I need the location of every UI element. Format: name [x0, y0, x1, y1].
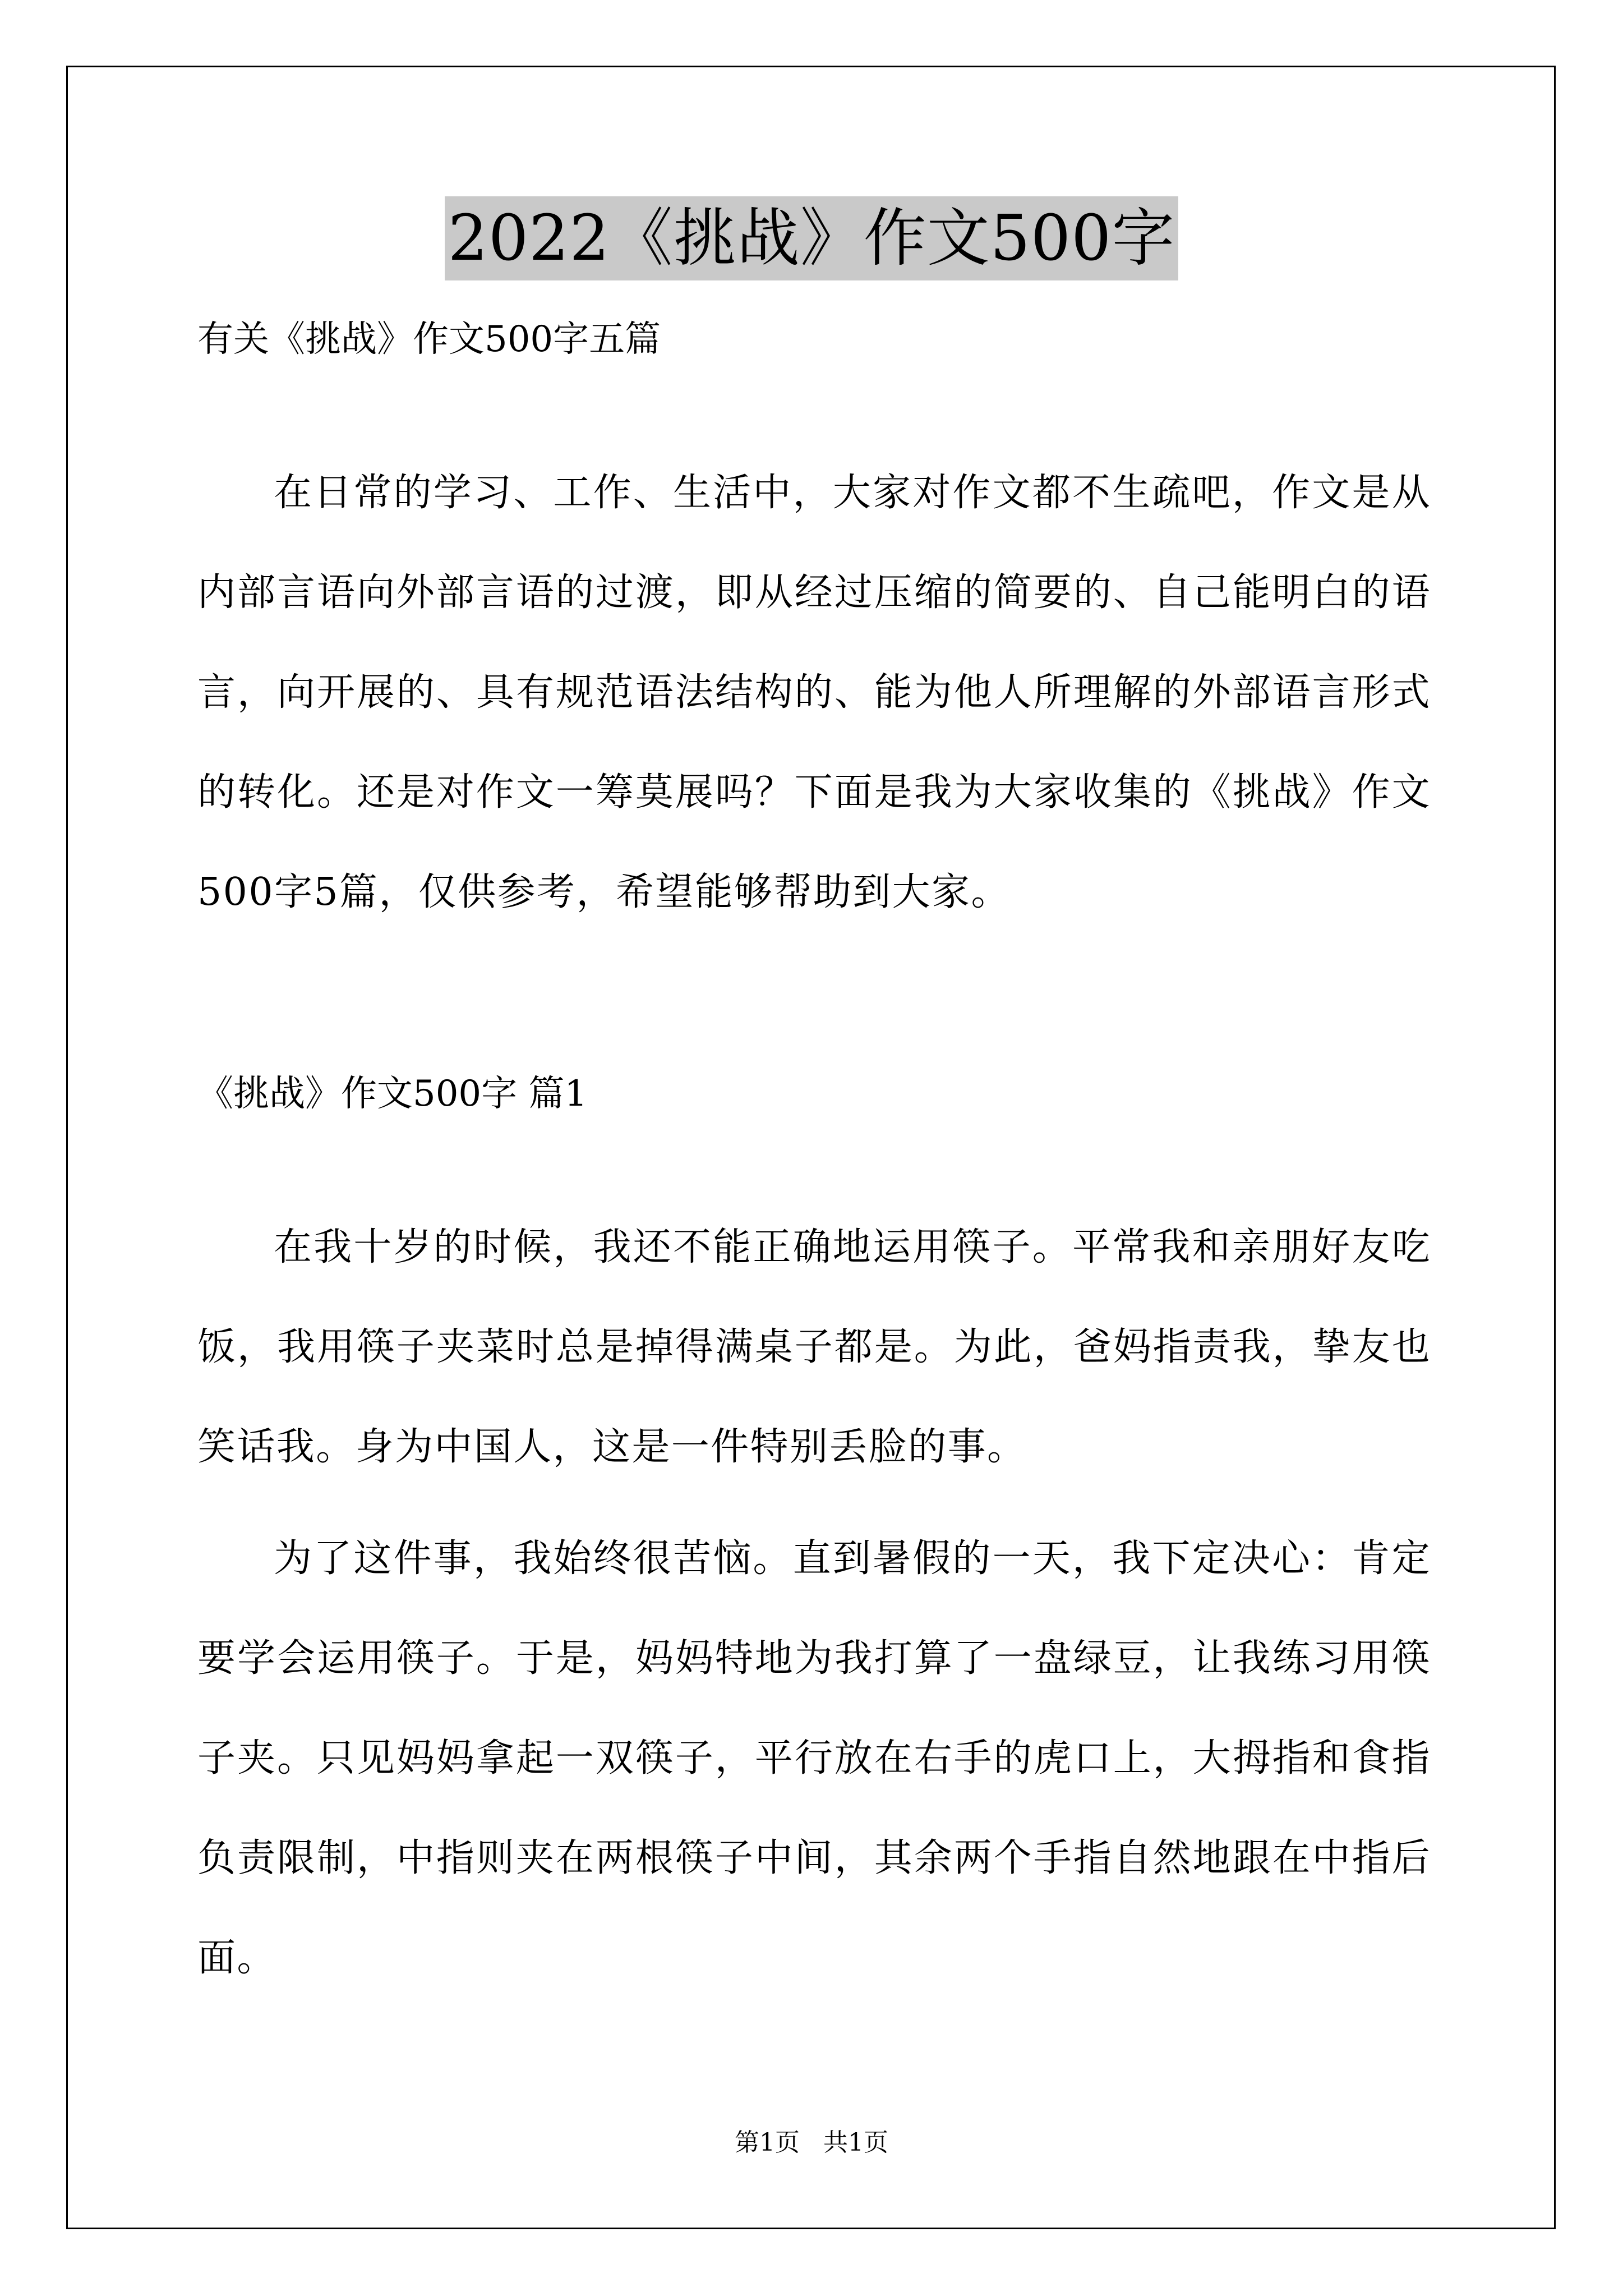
title-container — [0, 196, 1623, 280]
intro-paragraph: 在日常的学习、工作、生活中，大家对作文都不生疏吧，作文是从内部言语向外部言语的过渡，即从经过压缩的简要的、自己能明白的语言，向开展的、具有规范语法结构的、能为他人所理解的外部语言形式的转化。还是对作文一筹莫展吗？下面是我为大家收集的《挑战》作文500字5篇，仅供参考，希望能够帮助到大家。 — [197, 471, 1431, 914]
body-paragraph-1: 在我十岁的时候，我还不能正确地运用筷子。平常我和亲朋好友吃饭，我用筷子夹菜时总是掉得满桌子都是。为此，爸妈指责我，挚友也笑话我。身为中国人，这是一件特别丢脸的事。 — [197, 1225, 1431, 1469]
document-title: 2022《挑战》作文500字 — [445, 196, 1179, 280]
page-footer: 第1页 共1页 — [735, 2128, 888, 2157]
document-subtitle: 有关《挑战》作文500字五篇 — [197, 319, 661, 360]
section-heading: 《挑战》作文500字 篇1 — [197, 1073, 588, 1115]
body-paragraph-2: 为了这件事，我始终很苦恼。直到暑假的一天，我下定决心：肯定要学会运用筷子。于是，妈妈特地为我打算了一盘绿豆，让我练习用筷子夹。只见妈妈拿起一双筷子，平行放在右手的虎口上，大拇指和食指负责限制，中指则夹在两根筷子中间，其余两个手指自然地跟在中指后面。 — [197, 1536, 1431, 1980]
